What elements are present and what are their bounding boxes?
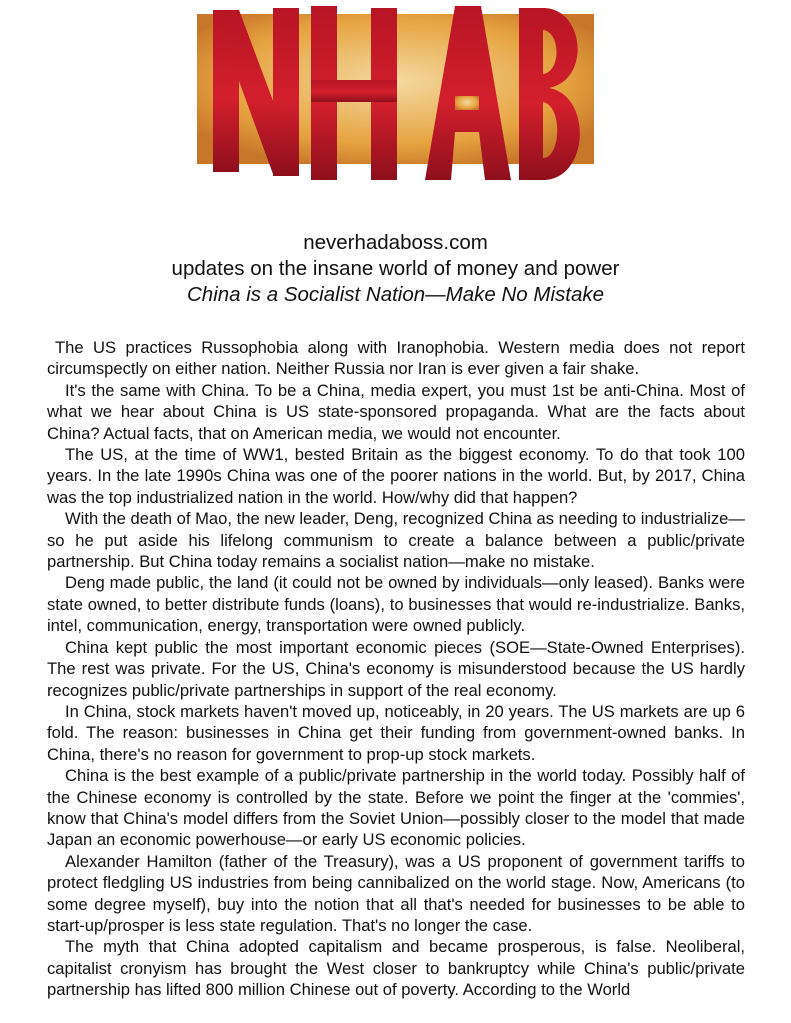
article-paragraph: The US practices Russophobia along with Iranophobia. Western media does not report circumspectly on either nation. Neither Russia nor Iran is ever given a fair shake. [47, 338, 745, 379]
article-paragraph: The US, at the time of WW1, bested Britain as the biggest economy. To do that took 100 years. In the late 1990s China was one of the poorer nations in the world. But, by 2017, China was the top industrialized nation in the world. How/why did that happen? [47, 445, 745, 507]
article-paragraph: It's the same with China. To be a China, media expert, you must 1st be anti-China. Most of what we hear about China is US state-sponsored propaganda. What are the facts about China? Actual facts, that on American media, we would not encounter. [47, 380, 745, 443]
article-paragraph: China is the best example of a public/private partnership in the world today. Possibly half of the Chinese economy is controlled by the state. Before we point the finger at the 'commies', know that China's model differs from the Soviet Union—possibly closer to the model that made Japan an economic powerhouse—or early US economic policies. [47, 766, 745, 850]
article-paragraph: The myth that China adopted capitalism and became prosperous, is false. Neoliberal, capitalist cronyism has brought the West closer to bankruptcy while China's public/private partnership has lifted 800 million Chinese out of poverty. According to the World [47, 937, 745, 1000]
page-header [0, 230, 791, 308]
article-title: China is a Socialist Nation—Make No Mistake [187, 283, 604, 306]
article-paragraph: With the death of Mao, the new leader, Deng, recognized China as needing to industrialize—so he put aside his lifelong communism to create a balance between a public/private partnership. But China today remains a socialist nation—make no mistake. [47, 509, 745, 572]
nhab-logo-image [193, 2, 598, 187]
article-paragraph: In China, stock markets haven't moved up, noticeably, in 20 years. The US markets are up 6 fold. The reason: businesses in China get their funding from government-owned banks. In China, there's no reason for government to prop-up stock markets. [47, 701, 745, 764]
article-body [47, 337, 745, 1001]
site-tagline: updates on the insane world of money and power [171, 257, 620, 280]
article-paragraph: Deng made public, the land (it could not be owned by individuals—only leased). Banks were state owned, to better distribute funds (loans), to businesses that would re-industrialize. Banks, intel, communication, energy, transportation were owned publicly. [47, 573, 745, 636]
article-paragraph: Alexander Hamilton (father of the Treasury), was a US proponent of government tariffs to protect fledgling US industries from being cannibalized on the world stage. Now, Americans (to some degree myself), buy into the notion that all that's needed for businesses to be able to start-up/prosper is less state regulation. That's no longer the case. [47, 851, 745, 935]
site-name: neverhadaboss.com [303, 231, 488, 254]
article-paragraph: China kept public the most important economic pieces (SOE—State-Owned Enterprises). The rest was private. For the US, China's economy is misunderstood because the US hardly recognizes public/private partnerships in support of the real economy. [47, 637, 745, 700]
site-logo [193, 2, 598, 187]
